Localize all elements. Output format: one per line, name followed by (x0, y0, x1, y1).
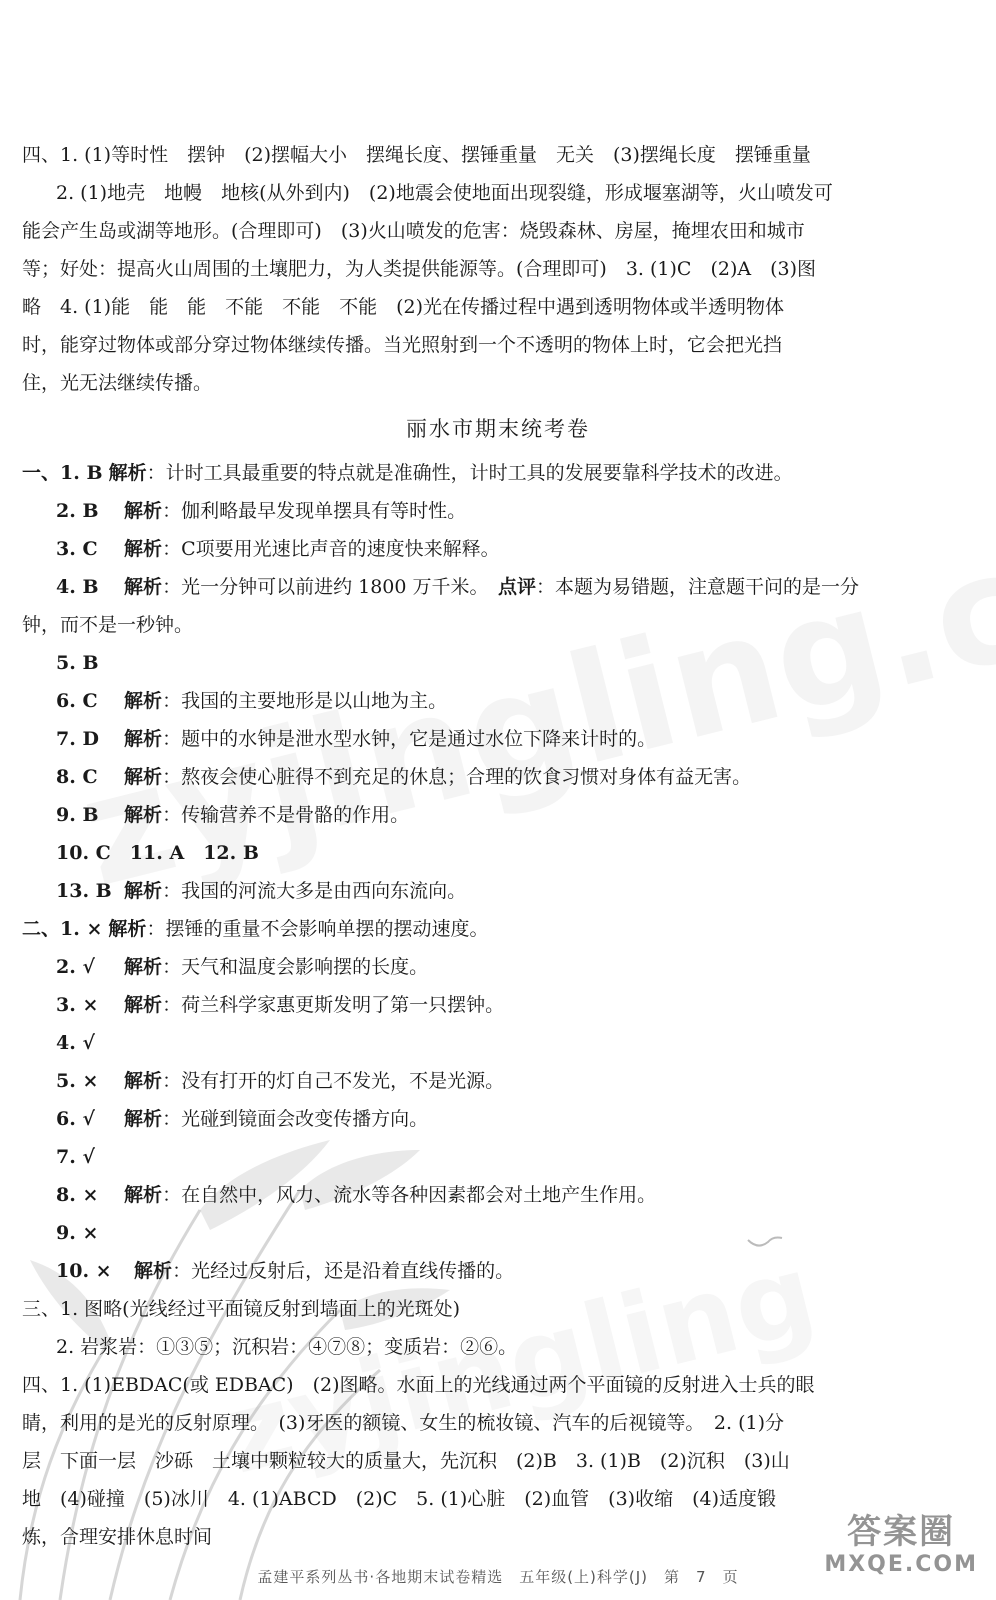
analysis-keyword: 解析 (124, 728, 163, 750)
answer-label: 4. B (56, 576, 99, 598)
text-line: 等；好处：提高火山周围的土壤肥力，为人类提供能源等。(合理即可) 3. (1)C (2)A (3)图 (22, 258, 816, 280)
answer-label: 7. √ (56, 1146, 95, 1168)
analysis-keyword: 解析 (124, 956, 163, 978)
section-one (0, 454, 996, 910)
analysis-keyword: 解析 (124, 1070, 163, 1092)
text-line: 炼，合理安排休息时间 (22, 1526, 213, 1548)
analysis-keyword: 解析 (124, 690, 163, 712)
text-line: 睛，利用的是光的反射原理。 (3)牙医的额镜、女生的梳妆镜、汽车的后视镜等。 2. (1)分 (22, 1412, 784, 1434)
analysis-keyword: 解析 (124, 538, 163, 560)
answer-item (0, 796, 996, 834)
text-line: 层 下面一层 沙砾 土壤中颗粒较大的质量大，先沉积 (2)B 3. (1)B (2)沉积 (3)山 (22, 1450, 790, 1472)
answer-item (0, 872, 996, 910)
answer-item (0, 492, 996, 530)
section-intro (0, 136, 996, 402)
answer-label: 9. B (56, 804, 99, 826)
answer-text: ：伽利略最早发现单摆具有等时性。 (162, 500, 467, 522)
answer-item (0, 1214, 996, 1252)
text-line: 时，能穿过物体或部分穿过物体继续传播。当光照射到一个不透明的物体上时，它会把光挡 (22, 334, 783, 356)
section-two (0, 910, 996, 1290)
text-line: 能会产生岛或湖等地形。(合理即可) (3)火山喷发的危害：烧毁森林、房屋，掩埋农田和城市 (22, 220, 805, 242)
answer-item (0, 1024, 996, 1062)
analysis-keyword: 解析 (124, 880, 163, 902)
answer-text: ：在自然中，风力、流水等各种因素都会对土地产生作用。 (162, 1184, 657, 1206)
answer-item (0, 1252, 996, 1290)
text-line: 地 (4)碰撞 (5)冰川 4. (1)ABCD (2)C 5. (1)心脏 (2)血管 (3)收缩 (4)适度锻 (22, 1488, 776, 1510)
answer-label: 2. B (56, 500, 99, 522)
answer-item (0, 530, 996, 568)
answer-text: 钟，而不是一秒钟。 (22, 614, 194, 636)
answer-label: 10. × (56, 1260, 112, 1282)
comment-keyword: 点评 (498, 576, 537, 598)
analysis-keyword: 解析 (124, 576, 163, 598)
answer-text: ：天气和温度会影响摆的长度。 (162, 956, 429, 978)
answer-label: 5. × (56, 1070, 99, 1092)
brand-name: 答案圈 (847, 1512, 956, 1552)
answer-label: 4. √ (56, 1032, 95, 1054)
comment-text: ：本题为易错题，注意题干问的是一分 (536, 576, 860, 598)
answer-text: ：熬夜会使心脏得不到充足的休息；合理的饮食习惯对身体有益无害。 (162, 766, 752, 788)
analysis-keyword: 解析 (124, 804, 163, 826)
answer-label: 二、1. × (22, 918, 103, 940)
answer-item (0, 948, 996, 986)
answer-item (0, 1176, 996, 1214)
text-line: 2. 岩浆岩：①③⑤；沉积岩：④⑦⑧；变质岩：②⑥。 (56, 1336, 518, 1358)
answer-item-continuation (0, 606, 996, 644)
answer-text: ：题中的水钟是泄水型水钟，它是通过水位下降来计时的。 (162, 728, 657, 750)
answer-text: ：我国的主要地形是以山地为主。 (162, 690, 448, 712)
answer-label: 一、1. B (22, 462, 103, 484)
answer-item (0, 454, 996, 492)
answer-label: 6. √ (56, 1108, 95, 1130)
answer-item (0, 1062, 996, 1100)
analysis-keyword: 解析 (124, 1184, 163, 1206)
answer-label: 6. C (56, 690, 98, 712)
analysis-keyword: 解析 (124, 500, 163, 522)
answer-text: ：没有打开的灯自己不发光，不是光源。 (162, 1070, 505, 1092)
answer-label: 2. √ (56, 956, 95, 978)
answer-item (0, 758, 996, 796)
analysis-keyword: 解析 (108, 462, 147, 484)
answer-text: ：摆锤的重量不会影响单摆的摆动速度。 (146, 918, 489, 940)
answer-item (0, 720, 996, 758)
answer-text: ：我国的河流大多是由西向东流向。 (162, 880, 467, 902)
answer-item (0, 568, 996, 606)
analysis-keyword: 解析 (134, 1260, 173, 1282)
text-line: 四、1. (1)EBDAC(或 EDBAC) (2)图略。水面上的光线通过两个平面镜的反射进入士兵的眼 (22, 1374, 815, 1396)
answer-text: ：光经过反射后，还是沿着直线传播的。 (172, 1260, 515, 1282)
text-line: 三、1. 图略(光线经过平面镜反射到墙面上的光斑处) (22, 1298, 460, 1320)
answer-label: 9. × (56, 1222, 99, 1244)
answer-item (0, 682, 996, 720)
brand-domain: MXQE.COM (824, 1552, 978, 1577)
answer-label: 3. × (56, 994, 99, 1016)
answer-label: 5. B (56, 652, 99, 674)
analysis-keyword: 解析 (124, 1108, 163, 1130)
answer-text: ：光一分钟可以前进约 1800 万千米。 (162, 576, 498, 598)
answer-text: ：光碰到镜面会改变传播方向。 (162, 1108, 429, 1130)
page-footer: 孟建平系列丛书·各地期末试卷精选 五年级(上)科学(J) 第 7 页 (257, 1568, 739, 1586)
answer-item (0, 834, 996, 872)
answer-label: 3. C (56, 538, 98, 560)
answer-content (0, 136, 996, 1556)
text-line: 住，光无法继续传播。 (22, 372, 213, 394)
answer-item (0, 644, 996, 682)
answer-text: ：荷兰科学家惠更斯发明了第一只摆钟。 (162, 994, 505, 1016)
analysis-keyword: 解析 (124, 766, 163, 788)
analysis-keyword: 解析 (108, 918, 147, 940)
answer-label: 13. B (56, 880, 112, 902)
answer-item (0, 1138, 996, 1176)
answer-text: ：传输营养不是骨骼的作用。 (162, 804, 410, 826)
answer-item (0, 910, 996, 948)
answer-item (0, 1100, 996, 1138)
answer-label: 10. C 11. A 12. B (56, 842, 259, 864)
section-three (0, 1290, 996, 1366)
answer-text: ：计时工具最重要的特点就是准确性，计时工具的发展要靠科学技术的改进。 (146, 462, 793, 484)
text-line: 四、1. (1)等时性 摆钟 (2)摆幅大小 摆绳长度、摆锤重量 无关 (3)摆绳长度 摆锤重量 (22, 144, 811, 166)
exam-title: 丽水市期末统考卷 (406, 417, 590, 441)
answer-label: 8. C (56, 766, 98, 788)
analysis-keyword: 解析 (124, 994, 163, 1016)
answer-text: ：C项要用光速比声音的速度快来解释。 (162, 538, 500, 560)
text-line: 略 4. (1)能 能 能 不能 不能 不能 (2)光在传播过程中遇到透明物体或半透明物体 (22, 296, 784, 318)
text-line: 2. (1)地壳 地幔 地核(从外到内) (2)地震会使地面出现裂缝，形成堰塞湖等，火山喷发可 (56, 182, 833, 204)
answer-label: 8. × (56, 1184, 99, 1206)
answer-item (0, 986, 996, 1024)
answer-label: 7. D (56, 728, 99, 750)
